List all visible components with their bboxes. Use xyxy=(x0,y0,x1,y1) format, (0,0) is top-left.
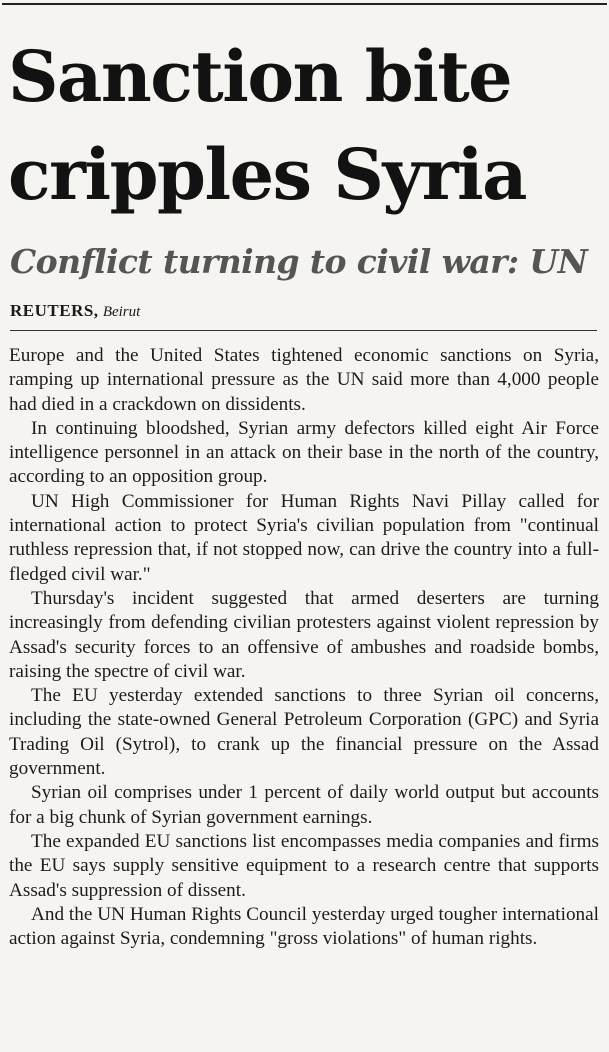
headline-line-2: cripples Syria xyxy=(8,133,526,216)
article-paragraph: The EU yesterday extended sanctions to three Syrian oil concerns, including the state-owned General Petroleum Corporation (GPC) and Syria Trading Oil (Sytrol), to crank up the financial pressure on the Assad government. xyxy=(9,685,599,780)
top-rule xyxy=(2,3,607,5)
article-paragraph: In continuing bloodshed, Syrian army defectors killed eight Air Force intelligence personnel in an attack on their base in the north of the country, according to an opposition group. xyxy=(9,417,599,488)
headline xyxy=(8,28,608,224)
article-paragraph: Europe and the United States tightened economic sanctions on Syria, ramping up international pressure as the UN said more than 4,000 people had died in a crackdown on dissidents. xyxy=(9,345,599,415)
byline-dateline: Beirut xyxy=(102,304,141,320)
article-paragraph: Thursday's incident suggested that armed deserters are turning increasingly from defending civilian protesters against violent repression by Assad's security forces to an offensive of ambushes and roadside bombs, raising the spectre of civil war. xyxy=(9,587,599,682)
headline-line-1: Sanction bite xyxy=(8,35,512,118)
article-body xyxy=(9,344,599,951)
article-paragraph: Syrian oil comprises under 1 percent of daily world output but accounts for a big chunk of Syrian government earnings. xyxy=(9,782,599,828)
subheadline: Conflict turning to civil war: UN xyxy=(10,242,588,281)
article-paragraph: And the UN Human Rights Council yesterday urged tougher international action against Syria, condemning "gross violations" of human rights. xyxy=(9,903,599,950)
byline-divider xyxy=(10,330,597,331)
byline xyxy=(10,299,140,324)
article-paragraph: The expanded EU sanctions list encompasses media companies and firms the EU says supply sensitive equipment to a research centre that supports Assad's suppression of dissent. xyxy=(9,830,599,901)
article-paragraph: UN High Commissioner for Human Rights Navi Pillay called for international action to protect Syria's civilian population from "continual ruthless repression that, if not stopped now, can drive the country into a full-fledged civil war." xyxy=(9,490,599,585)
byline-agency: REUTERS, xyxy=(10,301,99,320)
